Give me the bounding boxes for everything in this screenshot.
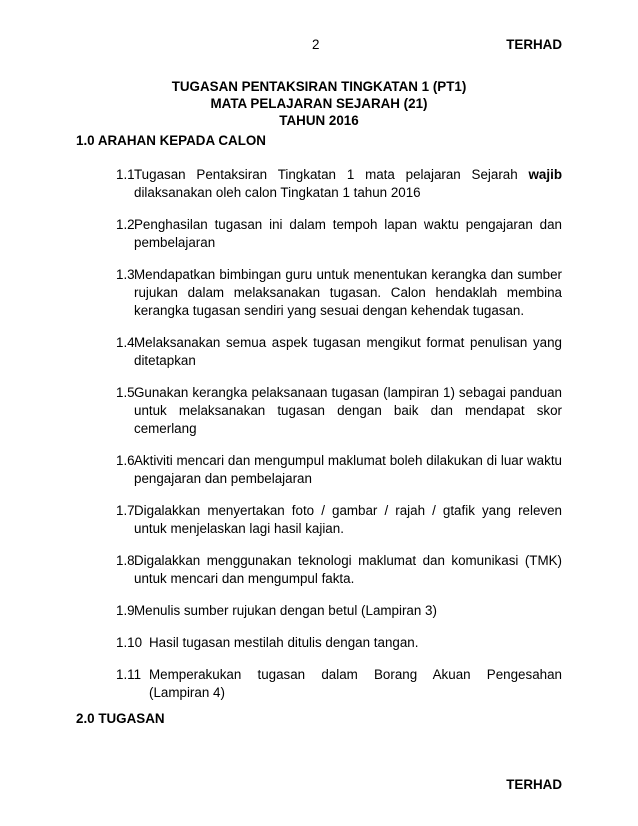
- item-number: 1.10: [116, 635, 143, 650]
- item-text: Digalakkan menggunakan teknologi maklumat dan komunikasi (TMK) untuk mencari dan mengumpul fakta.: [134, 553, 562, 586]
- list-item: [116, 452, 562, 488]
- item-text: Memperakukan tugasan dalam Borang Akuan Pengesahan (Lampiran 4): [149, 667, 562, 700]
- list-item: [116, 334, 562, 370]
- item-text: Menulis sumber rujukan dengan betul (Lampiran 3): [134, 603, 437, 618]
- item-number: 1.9: [116, 603, 135, 618]
- classification-footer: TERHAD: [506, 777, 562, 792]
- list-item: [116, 502, 562, 538]
- item-text-continued: dilaksanakan oleh calon Tingkatan 1 tahun 2016: [134, 185, 421, 200]
- list-item: [116, 552, 562, 588]
- item-number: 1.4: [116, 335, 135, 350]
- list-item: [116, 166, 562, 202]
- item-bold-text: wajib: [528, 167, 562, 182]
- instruction-list: [116, 166, 562, 716]
- title-line-2: MATA PELAJARAN SEJARAH (21): [210, 96, 428, 111]
- item-number: 1.11: [116, 667, 142, 682]
- document-title: [0, 78, 638, 129]
- list-item: [116, 666, 562, 702]
- item-text: Aktiviti mencari dan mengumpul maklumat boleh dilakukan di luar waktu pengajaran dan pembelajaran: [134, 453, 562, 486]
- item-number: 1.3: [116, 267, 135, 282]
- item-text: Melaksanakan semua aspek tugasan mengikut format penulisan yang ditetapkan: [134, 335, 562, 368]
- item-text: Tugasan Pentaksiran Tingkatan 1 mata pelajaran Sejarah: [134, 167, 529, 182]
- item-number: 1.6: [116, 453, 135, 468]
- title-line-3: TAHUN 2016: [279, 113, 359, 128]
- page-number: 2: [312, 37, 320, 52]
- section-1-heading: 1.0 ARAHAN KEPADA CALON: [76, 133, 266, 148]
- item-number: 1.5: [116, 385, 135, 400]
- list-item: [116, 384, 562, 438]
- item-text: Gunakan kerangka pelaksanaan tugasan (lampiran 1) sebagai panduan untuk melaksanakan tugasan dengan baik dan mendapat skor cemerlang: [134, 385, 562, 436]
- list-item: [116, 602, 562, 620]
- item-number: 1.1: [116, 167, 135, 182]
- item-number: 1.2: [116, 217, 135, 232]
- list-item: [116, 634, 562, 652]
- list-item: [116, 266, 562, 320]
- item-number: 1.8: [116, 553, 135, 568]
- classification-header: TERHAD: [506, 37, 562, 52]
- item-text: Mendapatkan bimbingan guru untuk menentukan kerangka dan sumber rujukan dalam melaksanakan tugasan. Calon hendaklah membina kerangka tugasan sendiri yang sesuai dengan kehendak tugasan.: [134, 267, 562, 318]
- title-line-1: TUGASAN PENTAKSIRAN TINGKATAN 1 (PT1): [171, 79, 467, 94]
- item-number: 1.7: [116, 503, 135, 518]
- section-2-heading: 2.0 TUGASAN: [76, 711, 165, 726]
- item-text: Digalakkan menyertakan foto / gambar / rajah / gtafik yang releven untuk menjelaskan lagi hasil kajian.: [134, 503, 562, 536]
- item-text: Hasil tugasan mestilah ditulis dengan tangan.: [149, 635, 419, 650]
- list-item: [116, 216, 562, 252]
- item-text: Penghasilan tugasan ini dalam tempoh lapan waktu pengajaran dan pembelajaran: [134, 217, 562, 250]
